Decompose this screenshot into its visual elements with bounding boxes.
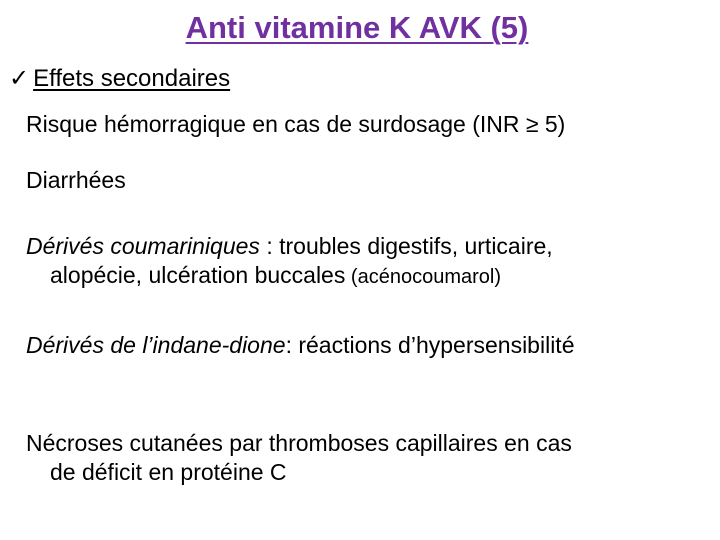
list-item-drug-name: (acénocoumarol)	[345, 266, 501, 288]
section-heading	[9, 64, 230, 93]
list-item-italic-term: Dérivés de l’indane-dione	[26, 332, 286, 358]
section-heading-text: Effets secondaires	[33, 65, 231, 92]
checkmark-icon: ✓	[9, 65, 30, 92]
slide-title: Anti vitamine K AVK (5)	[185, 10, 529, 45]
list-item-text: : troubles digestifs, urticaire,	[259, 233, 553, 259]
list-item-line-2	[26, 261, 553, 292]
list-item-diarrhea	[26, 166, 126, 195]
list-item-indanedione-derivatives	[26, 331, 575, 360]
list-item-text: Risque hémorragique en cas de surdosage (INR ≥ 5)	[26, 111, 566, 137]
list-item-line-1: Nécroses cutanées par thromboses capillaires en cas	[26, 430, 572, 456]
list-item-skin-necrosis	[26, 429, 572, 487]
list-item-text: alopécie, ulcération buccales	[50, 262, 346, 288]
list-item-line-2: de déficit en protéine C	[50, 459, 287, 485]
list-item-text: Diarrhées	[26, 167, 126, 193]
list-item-bleeding-risk	[26, 110, 565, 139]
list-item-text: : réactions d’hypersensibilité	[285, 332, 575, 358]
list-item-coumarin-derivatives	[26, 232, 553, 292]
list-item-line-1	[26, 233, 553, 259]
list-item-italic-term: Dérivés coumariniques	[26, 233, 260, 259]
